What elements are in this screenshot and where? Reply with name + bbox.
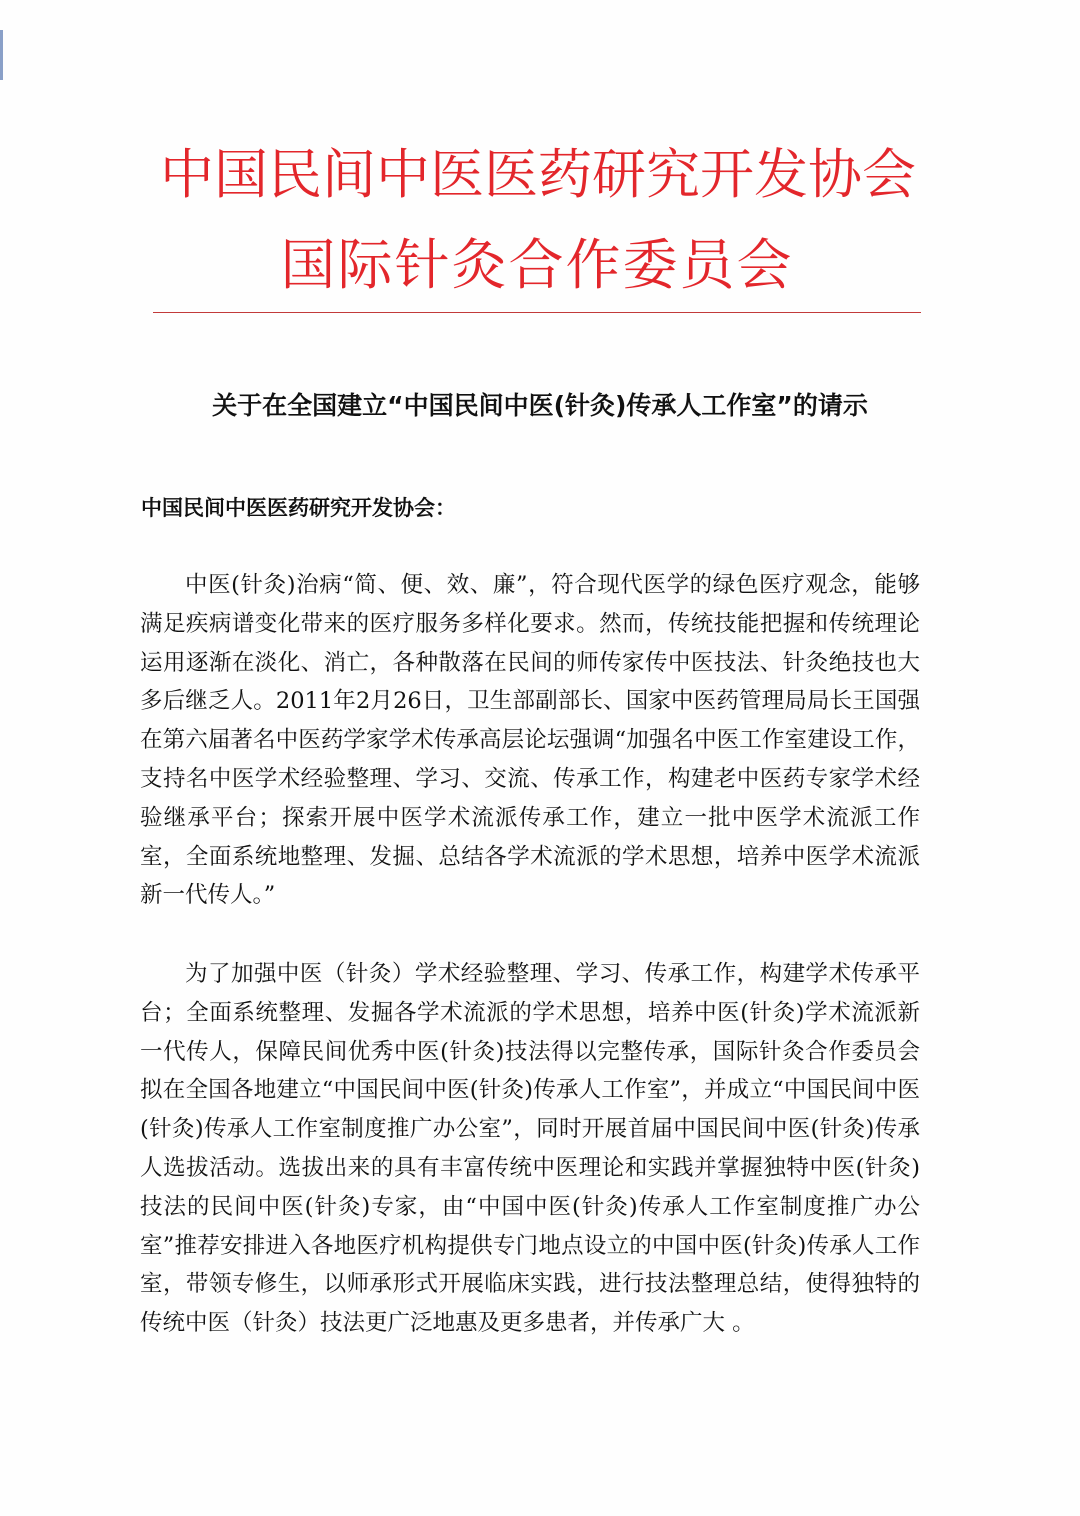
letterhead-divider [153,312,921,313]
body-paragraph: 中医(针灸)治病“简、便、效、廉”，符合现代医学的绿色医疗观念，能够满足疾病谱变化带来的医疗服务多样化要求。然而，传统技能把握和传统理论运用逐渐在淡化、消亡，各种散落在民间的师传家传中医技法、针灸绝技也大多后继乏人。2011年2月26日，卫生部副部长、国家中医药管理局局长王国强在第六届著名中医药学家学术传承高层论坛强调“加强名中医工作室建设工作，支持名中医学术经验整理、学习、交流、传承工作，构建老中医药专家学术经验继承平台；探索开展中医学术流派传承工作，建立一批中医学术流派工作室，全面系统地整理、发掘、总结各学术流派的学术思想，培养中医学术流派新一代传人。” [140,572,920,909]
addressee: 中国民间中医医药研究开发协会： [141,496,456,520]
letterhead-committee-name: 国际针灸合作委员会 [280,233,794,297]
letterhead-org-name: 中国民间中医医药研究开发协会 [160,143,916,206]
document-title: 关于在全国建立“中国民间中医(针灸)传承人工作室”的请示 [212,391,868,420]
scan-edge-mark [0,30,3,80]
body-paragraph: 为了加强中医（针灸）学术经验整理、学习、传承工作，构建学术传承平台；全面系统整理、发掘各学术流派的学术思想，培养中医(针灸)学术流派新一代传人，保障民间优秀中医(针灸)技法得以完整传承，国际针灸合作委员会拟在全国各地建立“中国民间中医(针灸)传承人工作室”，并成立“中国民间中医(针灸)传承人工作室制度推广办公室”，同时开展首届中国民间中医(针灸)传承人选拔活动。选拔出来的具有丰富传统中医理论和实践并掌握独特中医(针灸)技法的民间中医(针灸)专家，由“中国中医(针灸)传承人工作室制度推广办公室”推荐安排进入各地医疗机构提供专门地点设立的中国中医(针灸)传承人工作室，带领专修生，以师承形式开展临床实践，进行技法整理总结，使得独特的传统中医（针灸）技法更广泛地惠及更多患者，并传承广大 。 [140,961,920,1337]
